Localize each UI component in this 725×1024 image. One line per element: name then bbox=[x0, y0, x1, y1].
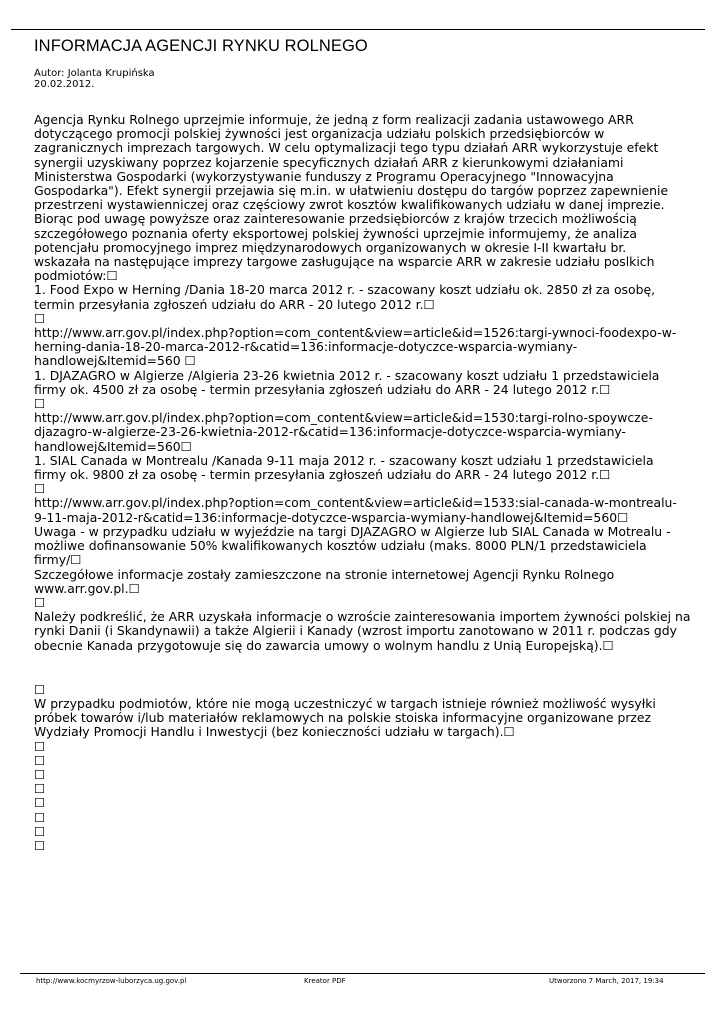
body-line: synergii uzyskiwany poprzez kojarzenie specyficznych działań ARR z kierunkowymi działaniami bbox=[34, 154, 624, 170]
body-line: rynki Danii (i Skandynawii) a także Algierii i Kanady (wzrost importu zanotowano w 2011 r. podczas gdy bbox=[34, 623, 677, 639]
section-spacer bbox=[34, 653, 694, 683]
footer-generator: Kreator PDF bbox=[304, 977, 346, 985]
body-line: ☐ bbox=[34, 752, 46, 768]
article-body bbox=[34, 113, 694, 853]
body-line: ☐ bbox=[34, 823, 46, 839]
body-line: termin przesyłania zgłoszeń udziału do ARR - 20 lutego 2012 r.☐ bbox=[34, 296, 435, 312]
body-line: ☐ bbox=[34, 809, 46, 825]
body-line: obecnie Kanada przygotowuje się do zawarcia umowy o wolnym handlu z Unią Europejską).☐ bbox=[34, 637, 614, 653]
body-line: www.arr.gov.pl.☐ bbox=[34, 580, 140, 596]
body-line: ☐ bbox=[34, 837, 46, 853]
body-line: http://www.arr.gov.pl/index.php?option=com_content&view=article&id=1526:targi-ywnoci-foodexpo-w- bbox=[34, 325, 677, 341]
author-line: Autor: Jolanta Krupińska bbox=[34, 68, 155, 79]
body-line: przestrzeni wystawienniczej oraz częściowy zwrot kosztów kwalifikowanych udziału w danej imprezie. bbox=[34, 197, 665, 213]
document-meta bbox=[34, 68, 155, 90]
body-line: ☐ bbox=[34, 481, 46, 497]
body-line: Wydziały Promocji Handlu i Inwestycji (bez konieczności udziału w targach).☐ bbox=[34, 724, 515, 740]
body-line: Ministerstwa Gospodarki (wykorzystywanie funduszy z Programu Operacyjnego "Innowacyjna bbox=[34, 168, 614, 184]
body-line: W przypadku podmiotów, które nie mogą uczestniczyć w targach istnieje również możliwość wysyłki bbox=[34, 695, 656, 711]
body-line: ☐ bbox=[34, 766, 46, 782]
body-line: ☐ bbox=[34, 594, 46, 610]
article-section-main bbox=[34, 113, 694, 653]
date-line: 20.02.2012. bbox=[34, 79, 95, 90]
body-line: ☐ bbox=[34, 795, 46, 811]
header-rule bbox=[11, 29, 705, 30]
footer-rule bbox=[20, 973, 705, 974]
body-line: ☐ bbox=[34, 310, 46, 326]
body-line: potencjału promocyjnego imprez międzynarodowych organizowanych w okresie I-II kwartału br. bbox=[34, 239, 627, 255]
body-line: zagranicznych imprezach targowych. W celu optymalizacji tego typu działań ARR wykorzystuje efekt bbox=[34, 140, 659, 156]
body-line: firmy/☐ bbox=[34, 552, 82, 568]
body-line: firmy ok. 9800 zł za osobę - termin przesyłania zgłoszeń udziału do ARR - 24 lutego 2012 r.☐ bbox=[34, 467, 611, 483]
body-line: Uwaga - w przypadku udziału w wyjeździe na targi DJAZAGRO w Algierze lub SIAL Canada w Motrealu - bbox=[34, 523, 671, 539]
body-line: http://www.arr.gov.pl/index.php?option=com_content&view=article&id=1530:targi-rolno-spoywcze- bbox=[34, 410, 653, 426]
body-line: ☐ bbox=[34, 738, 46, 754]
body-line: szczegółowego poznania oferty eksportowej polskiej żywności uprzejmie informujemy, że analiza bbox=[34, 225, 637, 241]
footer-url[interactable]: http://www.kocmyrzow-luborzyca.ug.gov.pl bbox=[36, 977, 187, 985]
body-line: Należy podkreślić, że ARR uzyskała informacje o wzroście zainteresowania importem żywności polskiej na bbox=[34, 609, 691, 625]
body-line: ☐ bbox=[34, 781, 46, 797]
body-line: Agencja Rynku Rolnego uprzejmie informuje, że jedną z form realizacji zadania ustawowego ARR bbox=[34, 112, 634, 127]
footer-created: Utworzono 7 March, 2017, 19:34 bbox=[549, 977, 664, 985]
body-line: Szczegółowe informacje zostały zamieszczone na stronie internetowej Agencji Rynku Rolnego bbox=[34, 566, 615, 582]
body-line: http://www.arr.gov.pl/index.php?option=com_content&view=article&id=1533:sial-canada-w-montrealu- bbox=[34, 495, 677, 511]
body-line: próbek towarów i/lub materiałów reklamowych na polskie stoiska informacyjne organizowane przez bbox=[34, 710, 652, 726]
page-title: INFORMACJA AGENCJI RYNKU ROLNEGO bbox=[34, 37, 368, 55]
body-line: ☐ bbox=[34, 396, 46, 412]
body-line: wskazała na następujące imprezy targowe zasługujące na wsparcie ARR w zakresie udziału poslkich bbox=[34, 254, 655, 270]
body-line: 1. Food Expo w Herning /Dania 18-20 marca 2012 r. - szacowany koszt udziału ok. 2850 zł za osobę, bbox=[34, 282, 656, 298]
body-line: handlowej&Itemid=560 ☐ bbox=[34, 353, 196, 369]
body-line: 1. SIAL Canada w Montrealu /Kanada 9-11 maja 2012 r. - szacowany koszt udziału 1 przedstawiciela bbox=[34, 452, 654, 468]
body-line: ☐ bbox=[34, 681, 46, 697]
body-line: handlowej&Itemid=560☐ bbox=[34, 438, 192, 454]
body-line: firmy ok. 4500 zł za osobę - termin przesyłania zgłoszeń udziału do ARR - 24 lutego 2012 r.☐ bbox=[34, 381, 611, 397]
body-line: Biorąc pod uwagę powyższe oraz zainteresowanie przedsiębiorców z krajów trzecich możliwością bbox=[34, 211, 637, 227]
body-line: możliwe dofinansowanie 50% kwalifikowanych kosztów udziału (maks. 8000 PLN/1 przedstawiciela bbox=[34, 538, 647, 554]
body-line: 9-11-maja-2012-r&catid=136:informacje-dotyczce-wsparcia-wymiany-handlowej&Itemid=560☐ bbox=[34, 509, 629, 525]
body-line: dotyczącego promocji polskiej żywności jest organizacja udziału polskich przedsiębiorców w bbox=[34, 126, 605, 142]
body-line: Gospodarka"). Efekt synergii przejawia się m.in. w ułatwieniu dostępu do targów poprzez zapewnienie bbox=[34, 183, 669, 199]
body-line: podmiotów:☐ bbox=[34, 268, 118, 284]
body-line: djazagro-w-algierze-23-26-kwietnia-2012-r&catid=136:informacje-dotyczce-wsparcia-wymiany- bbox=[34, 424, 627, 440]
article-section-secondary bbox=[34, 683, 694, 853]
body-line: 1. DJAZAGRO w Algierze /Algieria 23-26 kwietnia 2012 r. - szacowany koszt udziału 1 przedstawiciela bbox=[34, 367, 660, 383]
body-line: herning-dania-18-20-marca-2012-r&catid=136:informacje-dotyczce-wsparcia-wymiany- bbox=[34, 339, 578, 355]
